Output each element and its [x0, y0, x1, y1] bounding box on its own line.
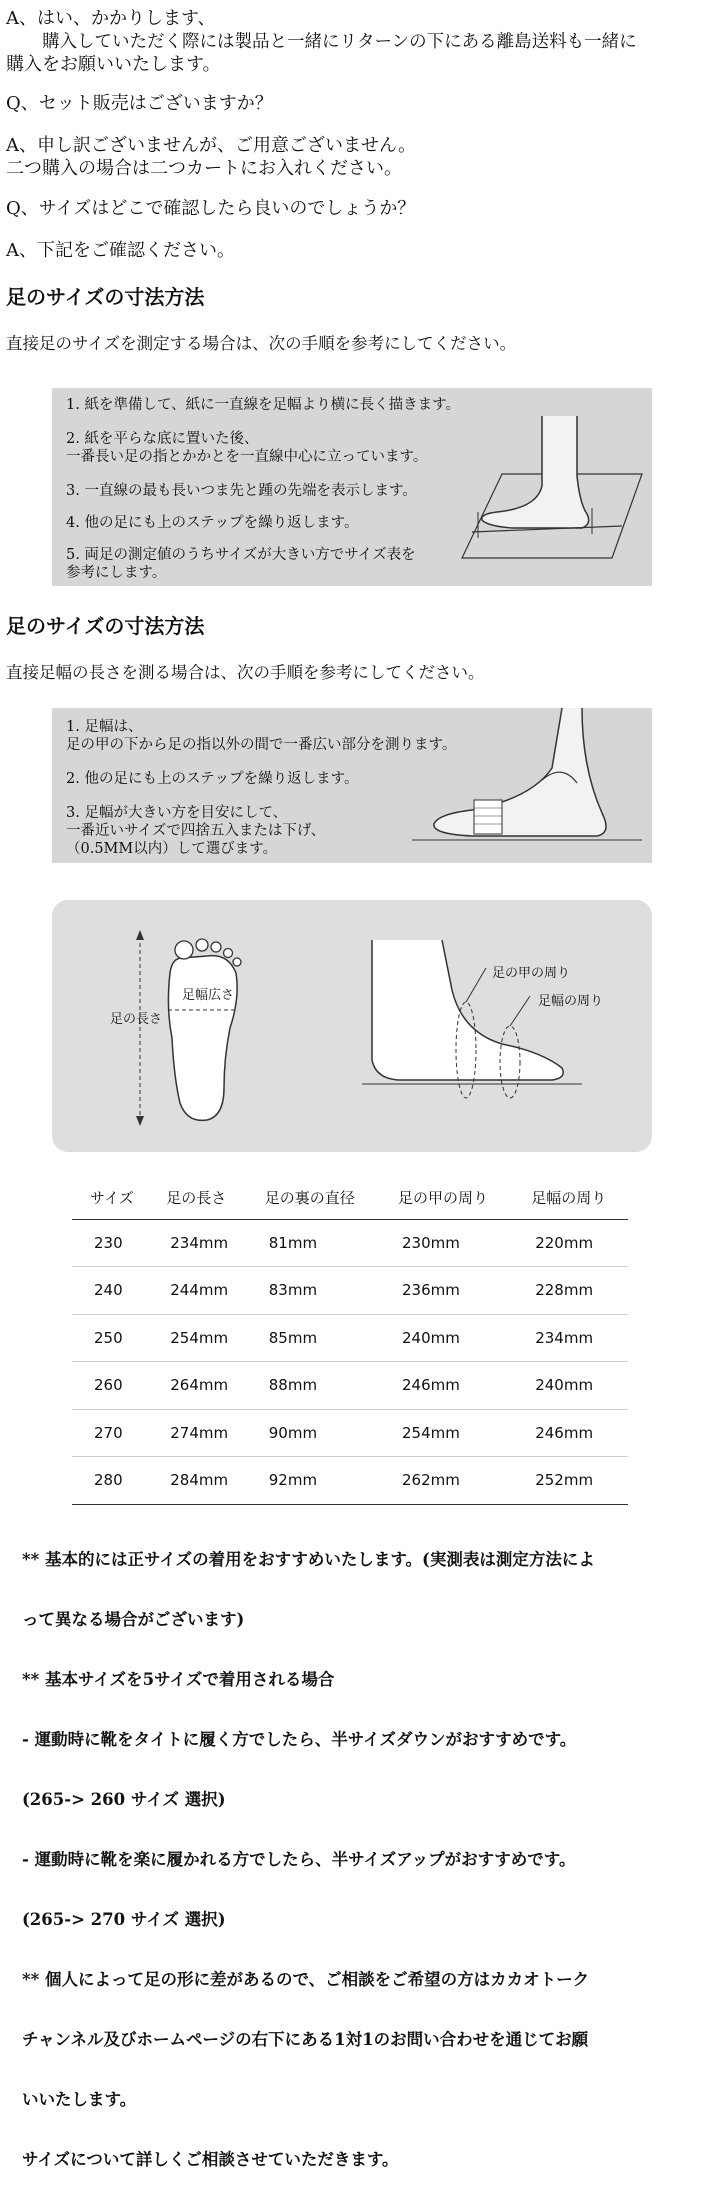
table-cell: 230mm — [380, 1219, 513, 1267]
note-line: - 運動時に靴をタイトに履く方でしたら、半サイズダウンがおすすめです。 — [22, 1730, 577, 1749]
table-cell: 83mm — [247, 1267, 380, 1315]
section-1-step-2: 2. 紙を平らな底に置いた後、 一番長い足の指とかかとを一直線中心に立っています。 — [66, 431, 428, 465]
table-cell: 264mm — [148, 1362, 247, 1410]
faq-question-2: Q、セット販売はございますか？ — [6, 93, 273, 114]
table-cell: 274mm — [148, 1409, 247, 1457]
foot-width-illustration — [412, 708, 652, 863]
section-2-heading: 足のサイズの寸法方法 — [6, 614, 205, 638]
table-cell: 92mm — [247, 1457, 380, 1505]
section-2-intro: 直接足幅の長さを測る場合は、次の手順を参考にしてください。 — [6, 663, 485, 682]
table-row — [72, 1267, 628, 1315]
note-line: (265-> 270 サイズ 選択) — [22, 1910, 226, 1929]
table-row — [72, 1362, 628, 1410]
table-cell: 234mm — [148, 1219, 247, 1267]
section-1-intro: 直接足のサイズを測定する場合は、次の手順を参考にしてください。 — [6, 334, 517, 353]
table-row — [72, 1457, 628, 1505]
size-table — [72, 1177, 628, 1505]
size-table-header: 足の長さ — [148, 1177, 247, 1219]
table-cell: 254mm — [380, 1409, 513, 1457]
note-line: いいたします。 — [22, 2090, 137, 2109]
faq-answer-1-line-3: 購入をお願いいたします。 — [6, 54, 221, 75]
note-line: ** 個人によって足の形に差があるので、ご相談をご希望の方はカカオトーク — [22, 1970, 590, 1989]
size-notes — [22, 1510, 702, 2190]
table-cell: 240mm — [380, 1314, 513, 1362]
section-1-step-3: 3. 一直線の最も長いつま先と踵の先端を表示します。 — [66, 483, 417, 499]
section-1-step-4: 4. 他の足にも上のステップを繰り返します。 — [66, 515, 359, 531]
note-line: ** 基本的には正サイズの着用をおすすめいたします。(実測表は測定方法によ — [22, 1550, 595, 1569]
table-cell: 270 — [72, 1409, 148, 1457]
table-cell: 240mm — [513, 1362, 628, 1410]
table-cell: 262mm — [380, 1457, 513, 1505]
ball-girth-label: 足幅の周り — [538, 994, 604, 1009]
section-2-steps-panel — [52, 708, 652, 863]
instep-girth-label: 足の甲の周り — [492, 966, 571, 981]
table-row — [72, 1409, 628, 1457]
section-1-heading: 足のサイズの寸法方法 — [6, 285, 205, 309]
note-line: って異なる場合がございます) — [22, 1610, 245, 1629]
table-cell: 250 — [72, 1314, 148, 1362]
section-2-step-3: 3. 足幅が大きい方を目安にして、 一番近いサイズで四捨五入または下げ、 （0.5MM以内）して選びます。 — [66, 805, 326, 857]
table-cell: 240 — [72, 1267, 148, 1315]
table-cell: 252mm — [513, 1457, 628, 1505]
faq-question-3: Q、サイズはどこで確認したら良いのでしょうか？ — [6, 198, 416, 219]
table-cell: 230 — [72, 1219, 148, 1267]
foot-length-label: 足の長さ — [110, 1012, 163, 1027]
table-cell: 246mm — [513, 1409, 628, 1457]
table-cell: 234mm — [513, 1314, 628, 1362]
size-table-header: サイズ — [72, 1177, 148, 1219]
table-cell: 260 — [72, 1362, 148, 1410]
faq-answer-2-line-2: 二つ購入の場合は二つカートにお入れください。 — [6, 158, 402, 179]
faq-answer-1-line-1: A、はい、かかりします、 — [6, 8, 216, 29]
foot-width-label: 足幅広さ — [182, 988, 235, 1003]
table-cell: 280 — [72, 1457, 148, 1505]
table-cell: 246mm — [380, 1362, 513, 1410]
table-cell: 228mm — [513, 1267, 628, 1315]
section-1-step-1: 1. 紙を準備して、紙に一直線を足幅より横に長く描きます。 — [66, 397, 460, 413]
section-1-step-5: 5. 両足の測定値のうちサイズが大きい方でサイズ表を 参考にします。 — [66, 547, 416, 581]
size-table-header: 足の裏の直径 — [247, 1177, 380, 1219]
foot-sole-outline — [132, 928, 262, 1128]
size-table-header: 足幅の周り — [513, 1177, 628, 1219]
faq-answer-3: A、下記をご確認ください。 — [6, 240, 235, 261]
faq-answer-1-line-2: 購入していただく際には製品と一緒にリターンの下にある離島送料も一緒に — [42, 32, 637, 52]
note-line: サイズについて詳しくご相談させていただきます。 — [22, 2150, 399, 2169]
note-line: ** 基本サイズを5サイズで着用される場合 — [22, 1670, 335, 1689]
table-cell: 220mm — [513, 1219, 628, 1267]
section-1-steps-panel — [52, 388, 652, 586]
foot-measurement-diagram — [52, 900, 652, 1152]
foot-on-paper-illustration — [442, 416, 652, 566]
table-row — [72, 1219, 628, 1267]
table-row — [72, 1314, 628, 1362]
table-cell: 236mm — [380, 1267, 513, 1315]
table-cell: 284mm — [148, 1457, 247, 1505]
note-line: - 運動時に靴を楽に履かれる方でしたら、半サイズアップがおすすめです。 — [22, 1850, 576, 1869]
table-cell: 81mm — [247, 1219, 380, 1267]
table-cell: 244mm — [148, 1267, 247, 1315]
note-line: (265-> 260 サイズ 選択) — [22, 1790, 226, 1809]
size-table-header: 足の甲の周り — [380, 1177, 513, 1219]
size-table-header-row — [72, 1177, 628, 1219]
note-line: チャンネル及びホームページの右下にある1対1のお問い合わせを通じてお願 — [22, 2030, 589, 2049]
section-2-step-1: 1. 足幅は、 足の甲の下から足の指以外の間で一番広い部分を測ります。 — [66, 719, 457, 753]
table-cell: 90mm — [247, 1409, 380, 1457]
faq-answer-2-line-1: A、申し訳ございませんが、ご用意ございません。 — [6, 135, 417, 156]
table-cell: 88mm — [247, 1362, 380, 1410]
table-cell: 85mm — [247, 1314, 380, 1362]
table-cell: 254mm — [148, 1314, 247, 1362]
section-2-step-2: 2. 他の足にも上のステップを繰り返します。 — [66, 771, 359, 787]
